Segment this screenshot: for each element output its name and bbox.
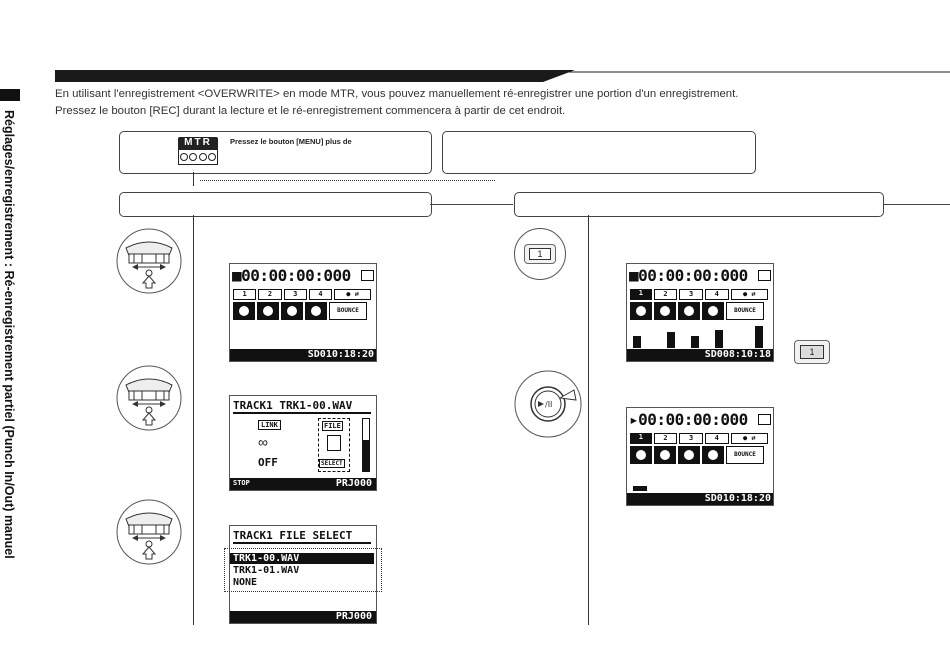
link-label: LINK	[258, 420, 281, 430]
dotted-connector	[200, 180, 495, 181]
battery-icon	[758, 270, 771, 281]
track-number: 3	[284, 289, 307, 300]
level-meter	[362, 418, 370, 472]
divider-left	[193, 215, 194, 625]
meter-bar	[755, 326, 763, 348]
meter-bar	[633, 336, 641, 348]
screen-header: TRACK1 FILE SELECT	[233, 529, 371, 544]
track-knob-row	[630, 446, 768, 464]
track1-button-circle[interactable]	[514, 228, 566, 280]
track-number: 4	[705, 433, 729, 444]
lcd-screen-b	[229, 395, 377, 491]
intro-line-2: Pressez le bouton [REC] durant la lecture et le ré-enregistrement commencera à partir de cet endroit.	[55, 105, 566, 117]
link-icon: ∞	[258, 434, 268, 450]
screen-header: TRACK1 TRK1-00.WAV	[233, 399, 371, 414]
connector-line	[193, 172, 194, 186]
track-number: 4	[309, 289, 332, 300]
menu-dial-icon-3[interactable]	[116, 499, 182, 565]
bounce-label: BOUNCE	[726, 302, 764, 320]
menu-dial-icon-2[interactable]	[116, 365, 182, 431]
step-box-empty	[442, 131, 756, 174]
track-header-row	[630, 433, 768, 444]
track-knob-row	[233, 302, 371, 320]
status-bar: STOP PRJ000	[230, 478, 376, 490]
meter-bar	[667, 332, 675, 348]
status-bar: PRJ000	[230, 611, 376, 623]
track1-button-key[interactable]: 1	[524, 244, 556, 264]
step-box-menu	[119, 131, 432, 174]
battery-icon	[361, 270, 374, 281]
meter-bar	[691, 336, 699, 348]
step-box-text: Pressez le bouton [MENU] plus de	[230, 137, 352, 146]
lcd-screen-d	[626, 263, 774, 362]
time-display: ■00:00:00:000	[232, 266, 351, 285]
track-number: 1	[233, 289, 256, 300]
status-bar: SD008:10:18	[627, 349, 773, 361]
track-knob-row	[630, 302, 768, 320]
track-number: 2	[258, 289, 281, 300]
menu-dial-icon[interactable]	[116, 228, 182, 294]
track1-key[interactable]: 1	[794, 340, 830, 364]
meter-bar	[633, 486, 647, 491]
track-number: 2	[654, 433, 678, 444]
mixer-icon: ● ⇄	[334, 289, 371, 300]
track-number: 2	[654, 289, 678, 300]
status-bar: SD010:18:20	[230, 349, 376, 361]
intro-line-1: En utilisant l'enregistrement <OVERWRITE> en mode MTR, vous pouvez manuellement ré-enregistrer une portion d'un enregistrement.	[55, 88, 739, 100]
file-select-frame: FILE SELECT	[318, 418, 350, 472]
side-section-title: Réglages/enregistrement : Ré-enregistrement partiel (Punch In/Out) manuel	[2, 110, 16, 559]
bounce-label: BOUNCE	[329, 302, 367, 320]
mixer-icon: ● ⇄	[731, 289, 768, 300]
file-icon	[327, 435, 341, 451]
track-header-row	[630, 289, 768, 300]
side-tab-marker	[0, 89, 20, 101]
section-header-right	[514, 192, 884, 217]
meter-bar	[715, 330, 723, 348]
svg-text:/II: /II	[545, 400, 553, 409]
bounce-label: BOUNCE	[726, 446, 764, 464]
track-number: 3	[679, 433, 703, 444]
off-label: OFF	[258, 456, 278, 469]
battery-icon	[758, 414, 771, 425]
header-connector	[430, 204, 513, 205]
track-number: 4	[705, 289, 729, 300]
divider-right	[588, 215, 589, 625]
mixer-icon: ● ⇄	[731, 433, 768, 444]
status-bar: SD010:18:20	[627, 493, 773, 505]
mtr-mode-icon: MTR	[178, 137, 218, 167]
track-number: 3	[679, 289, 703, 300]
play-button-icon[interactable]	[514, 370, 582, 438]
file-list-item[interactable]: TRK1-00.WAV	[230, 553, 374, 564]
track-number: 1	[630, 289, 652, 300]
lcd-screen-e	[626, 407, 774, 506]
time-display: ■00:00:00:000	[629, 266, 748, 285]
track-header-row	[233, 289, 371, 300]
highlight-frame	[224, 548, 382, 592]
header-bar	[55, 70, 950, 82]
time-display: ▸00:00:00:000	[629, 410, 748, 429]
section-header-left	[119, 192, 432, 217]
lcd-screen-a	[229, 263, 377, 362]
track-number: 1	[630, 433, 652, 444]
file-list-item[interactable]: TRK1-01.WAV	[233, 565, 300, 576]
file-list-item[interactable]: NONE	[233, 577, 258, 588]
header-tail	[883, 204, 950, 205]
